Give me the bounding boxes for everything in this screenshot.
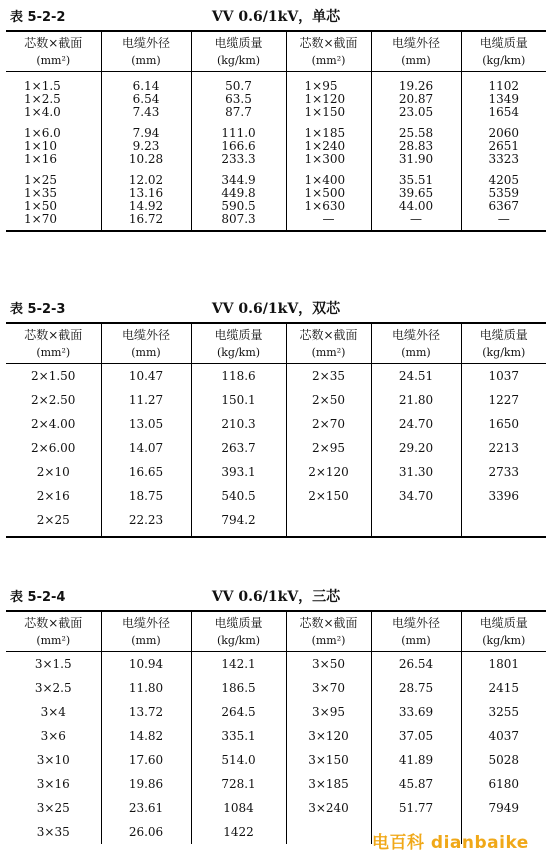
cell: 4205 [461, 166, 546, 187]
cell: 1037 [461, 364, 546, 389]
cell: 3×150 [286, 748, 371, 772]
cell: 2×150 [286, 484, 371, 508]
table-5-2-3-block [6, 294, 546, 538]
cell: 7.94 [101, 119, 191, 140]
cell: 87.7 [191, 106, 286, 119]
cell: 14.82 [101, 724, 191, 748]
table-row [6, 508, 546, 537]
cell: 210.3 [191, 412, 286, 436]
header-cell: 电缆质量 (kg/km) [461, 611, 546, 652]
cell: 4037 [461, 724, 546, 748]
cell: 3396 [461, 484, 546, 508]
cell: 1×120 [286, 93, 371, 106]
table-row [6, 166, 546, 187]
cell: 3255 [461, 700, 546, 724]
cell: 20.87 [371, 93, 461, 106]
cell: 28.83 [371, 140, 461, 153]
header-cell: 电缆质量 (kg/km) [191, 323, 286, 364]
cell: 6.54 [101, 93, 191, 106]
cell: 31.30 [371, 460, 461, 484]
cell: 150.1 [191, 388, 286, 412]
header-cell: 电缆质量 (kg/km) [191, 611, 286, 652]
cell: 25.58 [371, 119, 461, 140]
watermark: 电百科 dianbaike [372, 833, 529, 853]
cell: 3×1.5 [34, 657, 72, 671]
table-5-2-3 [6, 322, 546, 538]
header-cell: 电缆外径 (mm) [371, 611, 461, 652]
cell: 2×4.00 [31, 417, 76, 431]
header-cell: 芯数×截面 (mm²) [286, 31, 371, 72]
cell [286, 820, 371, 844]
cell: 1×6.0 [24, 126, 61, 140]
header-cell: 电缆质量 (kg/km) [461, 323, 546, 364]
cell: 111.0 [191, 119, 286, 140]
table-row [6, 140, 546, 153]
cell: 2×35 [286, 364, 371, 389]
table-5-2-2-block [6, 2, 546, 232]
cell: 7949 [461, 796, 546, 820]
cell: 1×300 [286, 153, 371, 166]
cell: 23.61 [101, 796, 191, 820]
table-caption [6, 582, 546, 610]
cell: 44.00 [371, 200, 461, 213]
cell: 41.89 [371, 748, 461, 772]
table-row [6, 700, 546, 724]
cell: 24.51 [371, 364, 461, 389]
table-number: 表 5-2-2 [10, 10, 66, 25]
cell: 1×70 [6, 213, 101, 231]
header-cell: 芯数×截面 (mm²) [6, 31, 101, 72]
cell: 10.94 [101, 652, 191, 677]
cell: 335.1 [191, 724, 286, 748]
cell: 1×1.5 [24, 79, 61, 93]
cell: 63.5 [191, 93, 286, 106]
cell: 3×185 [286, 772, 371, 796]
cell: 13.72 [101, 700, 191, 724]
table-row [6, 460, 546, 484]
cell: 728.1 [191, 772, 286, 796]
cell: 21.80 [371, 388, 461, 412]
table-row [6, 436, 546, 460]
cell: 807.3 [191, 213, 286, 231]
cell: 26.54 [371, 652, 461, 677]
table-row [6, 93, 546, 106]
table-row [6, 119, 546, 140]
cell: 794.2 [191, 508, 286, 537]
cell: 142.1 [191, 652, 286, 677]
cell: 3×4 [40, 705, 66, 719]
cell: 1349 [461, 93, 546, 106]
cell [461, 508, 546, 537]
header-cell: 电缆外径 (mm) [371, 323, 461, 364]
cell: 514.0 [191, 748, 286, 772]
cell: 2×25 [6, 508, 101, 537]
cell: 1×25 [24, 173, 57, 187]
table-row [6, 72, 546, 94]
cell: 1650 [461, 412, 546, 436]
cell: 37.05 [371, 724, 461, 748]
cell: 1×400 [286, 166, 371, 187]
cell: 2×120 [286, 460, 371, 484]
table-row [6, 106, 546, 119]
cell: 2×2.50 [31, 393, 76, 407]
cell: 1×240 [286, 140, 371, 153]
cell: 35.51 [371, 166, 461, 187]
cell: 2060 [461, 119, 546, 140]
table-row [6, 652, 546, 677]
table-caption [6, 2, 546, 30]
cell: 1×16 [24, 152, 57, 166]
header-cell: 芯数×截面 (mm²) [6, 323, 101, 364]
cell: 6.14 [101, 72, 191, 94]
cell: 2×10 [36, 465, 70, 479]
table-row [6, 676, 546, 700]
cell: 3×10 [36, 753, 70, 767]
cell: 50.7 [191, 72, 286, 94]
table-body [6, 652, 546, 845]
cell: 13.05 [101, 412, 191, 436]
cell: 1×35 [24, 186, 57, 200]
cell: 3×25 [36, 801, 70, 815]
table-title: VV 0.6/1kV，三芯 [211, 589, 341, 605]
cell: 2×1.50 [31, 369, 76, 383]
cell: 39.65 [371, 187, 461, 200]
table-row [6, 484, 546, 508]
cell [371, 508, 461, 537]
cell: 19.26 [371, 72, 461, 94]
header-cell: 芯数×截面 (mm²) [6, 611, 101, 652]
cell: 10.28 [101, 153, 191, 166]
cell: — [371, 213, 461, 231]
cell: 1×185 [286, 119, 371, 140]
table-header [6, 611, 546, 652]
cell: 3×240 [286, 796, 371, 820]
cell: — [461, 213, 546, 231]
cell: 1×10 [24, 139, 57, 153]
cell: 5028 [461, 748, 546, 772]
cell: 11.27 [101, 388, 191, 412]
cell: 1227 [461, 388, 546, 412]
cell: 18.75 [101, 484, 191, 508]
cell: 2213 [461, 436, 546, 460]
cell: 540.5 [191, 484, 286, 508]
table-5-2-4 [6, 610, 546, 844]
cell: 263.7 [191, 436, 286, 460]
table-row [6, 213, 546, 231]
cell: 33.69 [371, 700, 461, 724]
cell: 1102 [461, 72, 546, 94]
header-cell: 电缆外径 (mm) [101, 31, 191, 72]
header-cell: 芯数×截面 (mm²) [286, 323, 371, 364]
cell [286, 508, 371, 537]
cell: 51.77 [371, 796, 461, 820]
cell: 6180 [461, 772, 546, 796]
cell: 12.02 [101, 166, 191, 187]
header-cell: 芯数×截面 (mm²) [286, 611, 371, 652]
cell: 1×150 [286, 106, 371, 119]
header-cell: 电缆外径 (mm) [371, 31, 461, 72]
cell: 1801 [461, 652, 546, 677]
cell: 16.72 [101, 213, 191, 231]
cell: 449.8 [191, 187, 286, 200]
cell: 2×70 [286, 412, 371, 436]
cell: 11.80 [101, 676, 191, 700]
cell: 29.20 [371, 436, 461, 460]
table-5-2-4-block [6, 582, 546, 844]
cell: 22.23 [101, 508, 191, 537]
cell: 1×95 [286, 72, 371, 94]
table-header [6, 323, 546, 364]
cell: 1×630 [286, 200, 371, 213]
table-body [6, 364, 546, 538]
cell: 13.16 [101, 187, 191, 200]
cell: 26.06 [101, 820, 191, 844]
header-cell: 电缆质量 (kg/km) [461, 31, 546, 72]
cell: 28.75 [371, 676, 461, 700]
cell: 3×50 [286, 652, 371, 677]
table-header [6, 31, 546, 72]
cell: 2×6.00 [31, 441, 76, 455]
header-cell: 电缆质量 (kg/km) [191, 31, 286, 72]
cell: 2×95 [286, 436, 371, 460]
cell: 3×16 [36, 777, 70, 791]
table-row [6, 412, 546, 436]
header-cell: 电缆外径 (mm) [101, 611, 191, 652]
cell: 1×500 [286, 187, 371, 200]
cell: 34.70 [371, 484, 461, 508]
cell: 3×70 [286, 676, 371, 700]
cell: 45.87 [371, 772, 461, 796]
cell: 16.65 [101, 460, 191, 484]
cell: 186.5 [191, 676, 286, 700]
cell: 2×16 [36, 489, 70, 503]
table-row [6, 748, 546, 772]
cell: 10.47 [101, 364, 191, 389]
table-row [6, 200, 546, 213]
cell: 3323 [461, 153, 546, 166]
cell: 3×6 [40, 729, 66, 743]
cell: 3×2.5 [34, 681, 72, 695]
cell: 2651 [461, 140, 546, 153]
cell: 264.5 [191, 700, 286, 724]
cell: 2×50 [286, 388, 371, 412]
cell: 14.07 [101, 436, 191, 460]
table-title: VV 0.6/1kV，单芯 [211, 9, 341, 25]
table-row [6, 388, 546, 412]
header-cell: 电缆外径 (mm) [101, 323, 191, 364]
cell: 23.05 [371, 106, 461, 119]
cell: 14.92 [101, 200, 191, 213]
table-row [6, 187, 546, 200]
cell: 1422 [191, 820, 286, 844]
cell: 3×95 [286, 700, 371, 724]
table-caption [6, 294, 546, 322]
cell: 233.3 [191, 153, 286, 166]
table-body [6, 72, 546, 232]
cell: 31.90 [371, 153, 461, 166]
cell: — [286, 213, 371, 231]
cell: 2733 [461, 460, 546, 484]
cell: 17.60 [101, 748, 191, 772]
cell: 9.23 [101, 140, 191, 153]
cell: 19.86 [101, 772, 191, 796]
table-row [6, 364, 546, 389]
cell: 2415 [461, 676, 546, 700]
table-number: 表 5-2-3 [10, 302, 66, 317]
cell: 1×50 [24, 199, 57, 213]
cell: 344.9 [191, 166, 286, 187]
cell: 3×35 [36, 825, 70, 839]
table-row [6, 724, 546, 748]
table-title: VV 0.6/1kV，双芯 [211, 301, 341, 317]
cell: 6367 [461, 200, 546, 213]
cell: 1654 [461, 106, 546, 119]
cell: 5359 [461, 187, 546, 200]
cell: 7.43 [101, 106, 191, 119]
cell: 3×120 [286, 724, 371, 748]
table-row [6, 153, 546, 166]
cell: 118.6 [191, 364, 286, 389]
cell: 393.1 [191, 460, 286, 484]
cell: 24.70 [371, 412, 461, 436]
cell: 166.6 [191, 140, 286, 153]
cell: 590.5 [191, 200, 286, 213]
table-5-2-2 [6, 30, 546, 232]
cell: 1084 [191, 796, 286, 820]
table-row [6, 796, 546, 820]
table-number: 表 5-2-4 [10, 590, 66, 605]
table-row [6, 772, 546, 796]
cell: 1×2.5 [24, 92, 61, 106]
cell: 1×4.0 [24, 105, 61, 119]
